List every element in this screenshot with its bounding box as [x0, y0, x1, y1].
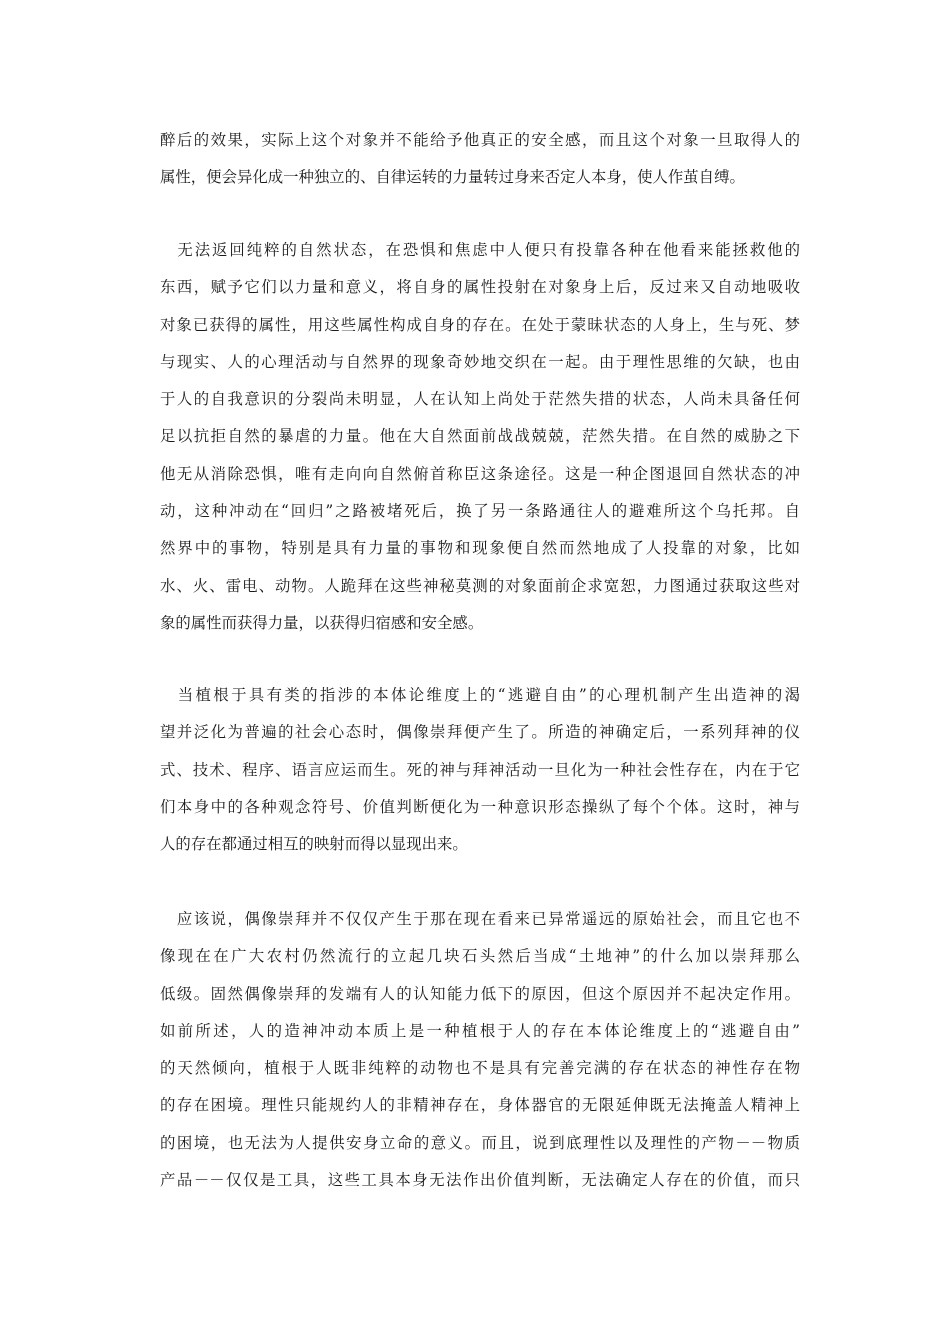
text-line: 然界中的事物，特别是具有力量的事物和现象便自然而然地成了人投靠的对象，比如: [160, 539, 800, 558]
text-line: 于人的自我意识的分裂尚未明显，人在认知上尚处于茫然失措的状态，人尚未具备任何: [160, 390, 800, 409]
text-line: 式、技术、程序、语言应运而生。死的神与拜神活动一旦化为一种社会性存在，内在于它: [160, 760, 800, 779]
text-line: 足以抗拒自然的暴虐的力量。他在大自然面前战战兢兢，茫然失措。在自然的威胁之下: [160, 427, 800, 446]
text-line: 应该说，偶像崇拜并不仅仅产生于那在现在看来已异常遥远的原始社会，而且它也不: [160, 910, 800, 928]
text-line: 人的存在都通过相互的映射而得以显现出来。: [160, 835, 468, 854]
text-line: 像现在在广大农村仍然流行的立起几块石头然后当成“土地神”的什么加以崇拜那么: [160, 947, 800, 966]
text-line: 他无从消除恐惧，唯有走向向自然俯首称臣这条途径。这是一种企图退回自然状态的冲: [160, 464, 800, 483]
paragraph-4: [160, 901, 800, 1199]
text-line: 的天然倾向，植根于人既非纯粹的动物也不是具有完善完满的存在状态的神性存在物: [160, 1059, 800, 1078]
text-line: 动，这种冲动在“回归”之路被堵死后，换了另一条路通往人的避难所这个乌托邦。自: [160, 502, 800, 521]
text-line: 当植根于具有类的指涉的本体论维度上的“逃避自由”的心理机制产生出造神的渴: [160, 686, 800, 704]
text-line: 醉后的效果，实际上这个对象并不能给予他真正的安全感，而且这个对象一旦取得人的: [160, 131, 800, 149]
text-line: 东西，赋予它们以力量和意义，将自身的属性投射在对象身上后，反过来又自动地吸收: [160, 278, 800, 297]
text-line: 低级。固然偶像崇拜的发端有人的认知能力低下的原因，但这个原因并不起决定作用。: [160, 984, 800, 1003]
text-line: 对象已获得的属性，用这些属性构成自身的存在。在处于蒙昧状态的人身上，生与死、梦: [160, 315, 800, 334]
text-line: 们本身中的各种观念符号、价值判断便化为一种意识形态操纵了每个个体。这时，神与: [160, 797, 800, 816]
text-line: 如前所述，人的造神冲动本质上是一种植根于人的存在本体论维度上的“逃避自由”: [160, 1021, 800, 1040]
paragraph-1: [160, 122, 800, 197]
text-line: 属性，便会异化成一种独立的、自律运转的力量转过身来否定人本身，使人作茧自缚。: [160, 168, 745, 187]
text-line: 象的属性而获得力量，以获得归宿感和安全感。: [160, 613, 484, 632]
text-line: 的困境，也无法为人提供安身立命的意义。而且，说到底理性以及理性的产物－－物质: [160, 1133, 800, 1152]
paragraph-2: [160, 232, 800, 642]
text-line: 的存在困境。理性只能规约人的非精神存在，身体器官的无限延伸既无法掩盖人精神上: [160, 1096, 800, 1115]
paragraph-3: [160, 677, 800, 863]
text-line: 无法返回纯粹的自然状态，在恐惧和焦虑中人便只有投靠各种在他看来能拯救他的: [160, 241, 800, 259]
text-line: 与现实、人的心理活动与自然界的现象奇妙地交织在一起。由于理性思维的欠缺，也由: [160, 352, 800, 371]
text-line: 望并泛化为普遍的社会心态时，偶像崇拜便产生了。所造的神确定后，一系列拜神的仪: [160, 723, 800, 742]
text-line: 产品－－仅仅是工具，这些工具本身无法作出价值判断，无法确定人存在的价值，而只: [160, 1171, 800, 1190]
text-line: 水、火、雷电、动物。人跪拜在这些神秘莫测的对象面前企求宽恕，力图通过获取这些对: [160, 576, 800, 595]
